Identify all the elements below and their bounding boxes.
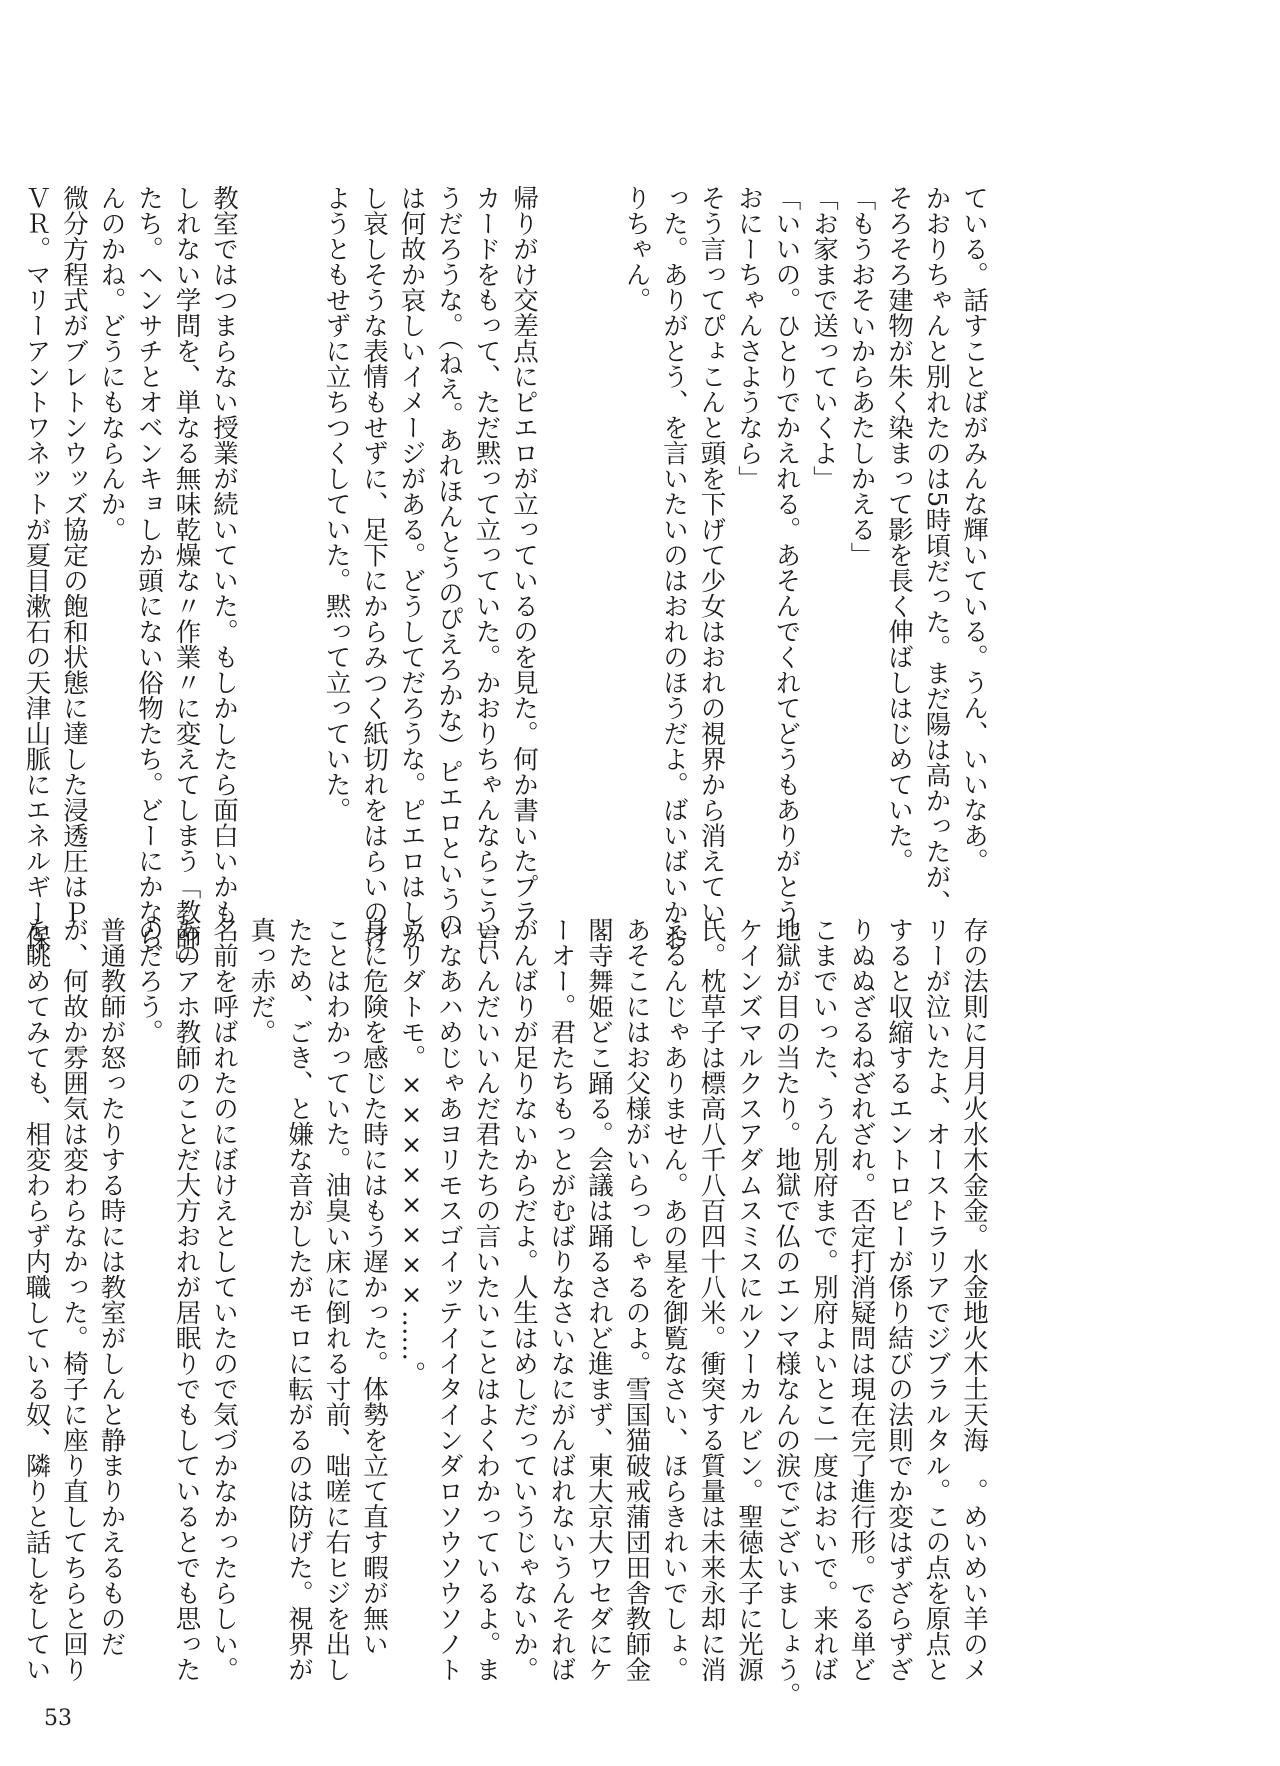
text-line: 帰りがけ交差点にピエロが立っているのを見た。何か書いたプラ bbox=[509, 185, 539, 925]
text-line: しれない学問を、単なる無味乾燥な〃作業〃に変えてしまう「教師」 bbox=[171, 185, 202, 976]
text-line: 真っ赤だ。 bbox=[246, 917, 277, 1045]
text-line: は何故か哀しいイメージがある。どうしてだろうな。ピエロはしか bbox=[396, 185, 427, 950]
text-line: リーが泣いたよ、オーストラリアでジブラルタル。この点を原点と bbox=[921, 917, 952, 1682]
text-line: 微分方程式がブレトンウッズ協定の飽和状態に達した浸透圧はＰ bbox=[59, 185, 89, 925]
text-line: 「お家まで送っていくよ」 bbox=[809, 185, 839, 491]
text-line: ケインズマルクスアダムスミスにルソーカルビン。聖徳太子に光源 bbox=[734, 917, 764, 1682]
text-line: ーオー。君たちもっとがむばりなさいなにがんばれないうんそれば bbox=[546, 917, 577, 1682]
text-line: そろそろ建物が朱く染まって影を長く伸ばしはじめていた。 bbox=[884, 185, 914, 874]
blank-line bbox=[580, 185, 618, 875]
text-line: ている。話すことばがみんな輝いている。うん、いいなあ。 bbox=[959, 185, 989, 874]
blank-line bbox=[280, 185, 318, 875]
text-line: そう言ってぴょこんと頭を下げて少女はおれの視界から消えてい bbox=[696, 185, 727, 925]
text-line: おにーちゃんさようなら」 bbox=[734, 185, 764, 491]
text-line: カードをもって、ただ黙って立っていた。かおりちゃんならこう言 bbox=[471, 185, 502, 950]
text-line: を眺めてみても、相変わらず内職している奴、隣りと話しをしてい bbox=[21, 917, 52, 1682]
text-line: すると収縮するエントロピーが係り結びの法則でか変はずざらずざ bbox=[884, 917, 914, 1682]
text-line: った。ありがとう、を言いたいのはおれのほうだよ。ばいばいかお bbox=[659, 185, 689, 950]
text-line: ようともせずに立ちつくしていた。黙って立っていた。 bbox=[321, 185, 352, 823]
blank-line bbox=[542, 185, 580, 875]
text-line: いなあハめじゃあヨリモスゴイッテイイタインダロソウソウソノト bbox=[434, 917, 464, 1682]
lower-text-block bbox=[17, 917, 992, 1708]
text-line: 地獄が目の当たり。地獄で仏のエンマ様なんの涙でございましょう。 bbox=[771, 917, 802, 1708]
text-line: 閣寺舞姫どこ踊る。会議は踊るされど進まず、東大京大ワセダにケ bbox=[584, 917, 614, 1682]
text-line: りちゃん。 bbox=[621, 185, 652, 313]
blank-line bbox=[242, 185, 280, 875]
text-line: あそこにはお父様がいらっしゃるのよ。雪国猫破戒蒲団田舎教師金 bbox=[621, 917, 652, 1682]
text-line: 普通教師が怒ったりする時には教室がしんと静まりかえるものだ bbox=[96, 917, 127, 1657]
text-line: のだろう。 bbox=[134, 917, 164, 1045]
text-line: ことはわかっていた。油臭い床に倒れる寸前、咄嗟に右ヒジを出し bbox=[321, 917, 352, 1682]
text-line: ＶＲ。マリーアントワネットが夏目漱石の天津山脈にエネルギー保 bbox=[21, 185, 52, 950]
text-line: かおりちゃんと別れたのは5時頃だった。まだ陽は高かったが、 bbox=[921, 185, 952, 916]
text-line: いいんだいいんだ君たちの言いたいことはよくわかっているよ。ま bbox=[471, 917, 502, 1682]
text-line: 身に危険を感じた時にはもう遅かった。体勢を立て直す暇が無い bbox=[359, 917, 389, 1657]
page-number: 53 bbox=[44, 1706, 72, 1731]
text-line: 「もうおそいからあたしかえる」 bbox=[846, 185, 877, 568]
text-line: がんばりが足りないからだよ。人生はめしだっていうじゃないか。 bbox=[509, 917, 539, 1682]
text-line: 存の法則に月月火水木金金。水金地火木土天海 。めいめい羊のメ bbox=[959, 917, 989, 1682]
text-line: し哀しそうな表情もせずに、足下にからみつく紙切れをはらいのけ bbox=[359, 185, 389, 950]
text-line: 名前を呼ばれたのにぼけえとしていたので気づかなかったらしい。 bbox=[209, 917, 239, 1682]
text-line: こまでいった、うん別府まで。別府よいとこ一度はおいで。来れば bbox=[809, 917, 839, 1682]
text-line: うだろうな。（ねえ。あれほんとうのぴえろかな）ピエロというの bbox=[434, 185, 464, 938]
text-line: たため、ごき、と嫌な音がしたがモロに転がるのは防げた。視界が bbox=[284, 917, 314, 1682]
text-line: 教室ではつまらない授業が続いていた。もしかしたら面白いかも bbox=[209, 185, 239, 925]
upper-text-block bbox=[17, 185, 992, 976]
text-line: たち。ヘンサチとオベンキョしか頭にない俗物たち。どーにかなら bbox=[134, 185, 164, 950]
text-line: 「いいの。ひとりでかえれる。あそんでくれてどうもありがとう。 bbox=[771, 185, 802, 950]
text-line: えるんじゃありません。あの星を御覧なさい、ほらきれいでしょ。 bbox=[659, 917, 689, 1682]
text-line: ウリダトモ。××××××××……。 bbox=[396, 917, 427, 1387]
text-line: 氏。枕草子は標高八千八百四十八米。衝突する質量は未来永却に消 bbox=[696, 917, 727, 1682]
text-line: りぬぬざるねざれざれ。否定打消疑問は現在完了進行形。でる単ど bbox=[846, 917, 877, 1682]
text-line: が、何故か雰囲気は変わらなかった。椅子に座り直してちらと回り bbox=[59, 917, 89, 1682]
text-line: んのかね。どうにもならんか。 bbox=[96, 185, 127, 542]
text-line: あのアホ教師のことだ大方おれが居眠りでもしているとでも思った bbox=[171, 917, 202, 1682]
